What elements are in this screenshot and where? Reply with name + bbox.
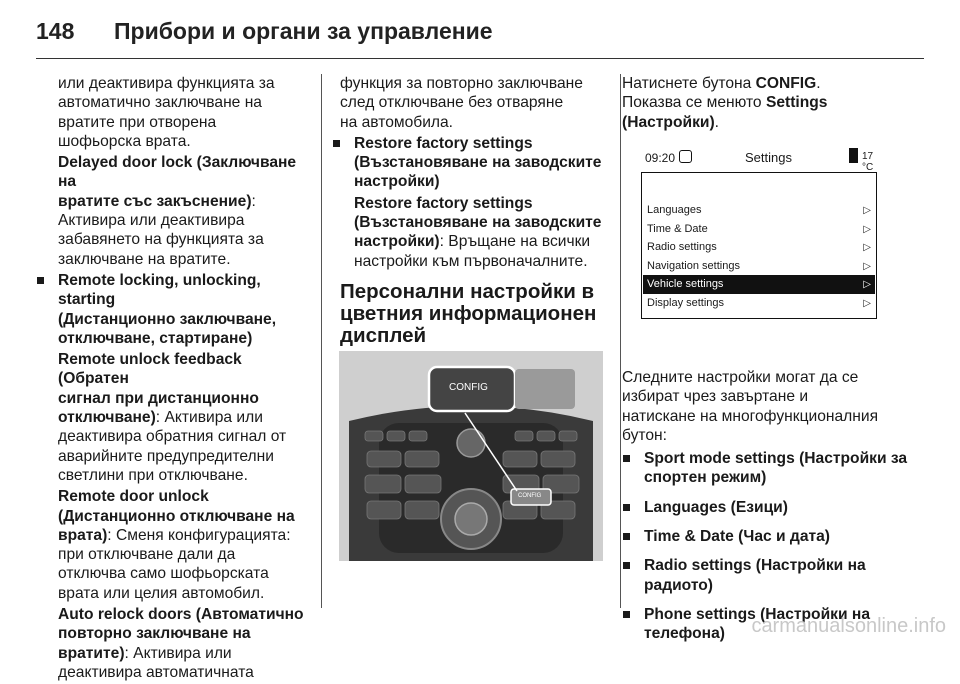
column-1 — [58, 74, 310, 684]
screen-temperature: 17 °C — [862, 151, 874, 173]
bullet-radio-settings: Radio settings (Настройки на радиото) — [644, 556, 914, 595]
arrow-right-icon: ▷ — [863, 298, 871, 309]
watermark: carmanualsonline.info — [751, 615, 946, 637]
column-2 — [340, 74, 608, 347]
delayed-door-lock-section: Delayed door lock (Заключване на вратите със закъснение): Активира или деактивира забавянето на функцията за заключване на вратите. — [58, 154, 297, 268]
arrow-right-icon: ▷ — [863, 242, 871, 253]
console-illustration — [339, 351, 603, 561]
phone-icon — [849, 148, 858, 163]
menu-item-languages[interactable]: Languages ▷ — [643, 201, 875, 220]
following-settings-text: Следните настройки могат да се избират чрез завъртане и натискане на многофункционалния бутон: — [622, 369, 879, 444]
remote-unlock-feedback-section: Remote unlock feedback (Обратен сигнал при дистанционно отключване): Активира или деактивира обратния сигнал от аварийните предупредителни светлини при отключване. — [58, 351, 287, 484]
menu-item-display-settings[interactable]: Display settings ▷ — [643, 294, 875, 313]
auto-relock-section: Auto relock doors (Автоматично повторно заключване на вратите): Активира или деактивира автоматичната — [58, 606, 304, 681]
restore-factory-section: Restore factory settings (Възстановяване на заводските настройки): Връщане на всички настройки към първоначалните. — [354, 194, 602, 270]
press-config-text: Натиснете бутона CONFIG. Показва се менюто Settings (Настройки). — [622, 75, 828, 131]
screen-time: 09:20 — [645, 151, 676, 165]
bullet-icon — [623, 533, 630, 540]
menu-item-radio-settings[interactable]: Radio settings ▷ — [643, 238, 875, 257]
page-header — [36, 12, 924, 52]
bullet-icon — [623, 504, 630, 511]
settings-gear-icon — [679, 150, 692, 163]
section-heading: Персонални настройки в цветния информационен дисплей — [340, 279, 597, 347]
settings-screen — [637, 142, 900, 354]
bullet-restore-factory: Restore factory settings (Възстановяване на заводските настройки) — [354, 134, 608, 192]
menu-item-time-date[interactable]: Time & Date ▷ — [643, 220, 875, 239]
bullet-languages: Languages (Езици) — [644, 498, 914, 517]
bullet-icon — [333, 140, 340, 147]
col2-intro: функция за повторно заключване след отключване без отваряне на автомобила. — [340, 75, 583, 131]
screen-title: Settings — [745, 150, 792, 165]
bullet-icon — [623, 611, 630, 618]
column-divider — [620, 74, 621, 608]
bullet-icon — [37, 277, 44, 284]
column-3-lower — [622, 368, 914, 646]
config-callout-label: CONFIG — [449, 382, 488, 393]
screen-status-bar — [637, 142, 874, 172]
bullet-remote-locking: Remote locking, unlocking, starting (Дистанционно заключване, отключване, стартиране) — [58, 271, 310, 348]
arrow-right-icon: ▷ — [863, 279, 871, 290]
bullet-sport-mode: Sport mode settings (Настройки за спортен режим) — [644, 449, 914, 488]
menu-item-navigation-settings[interactable]: Navigation settings ▷ — [643, 257, 875, 276]
page-number: 148 — [36, 18, 75, 44]
arrow-right-icon: ▷ — [863, 205, 871, 216]
config-button-label: CONFIG — [518, 493, 542, 499]
column-3 — [622, 74, 914, 134]
menu-item-vehicle-settings[interactable]: Vehicle settings ▷ — [643, 275, 875, 294]
header-divider — [36, 58, 924, 59]
bullet-icon — [623, 455, 630, 462]
col1-intro: или деактивира функцията за автоматично заключване на вратите при отворена шофьорска врата. — [58, 75, 275, 150]
arrow-right-icon: ▷ — [863, 224, 871, 235]
remote-door-unlock-section: Remote door unlock (Дистанционно отключване на врата): Сменя конфигурацията: при отключване дали да отключва само шофьорската врата или целия автомобил. — [58, 488, 295, 602]
bullet-phone-settings: Phone settings (Настройки на телефона) — [644, 605, 914, 644]
bullet-time-date: Time & Date (Час и дата) — [644, 527, 914, 546]
arrow-right-icon: ▷ — [863, 261, 871, 272]
bullet-icon — [623, 562, 630, 569]
page-title: Прибори и органи за управление — [114, 18, 493, 44]
column-divider — [321, 74, 322, 608]
